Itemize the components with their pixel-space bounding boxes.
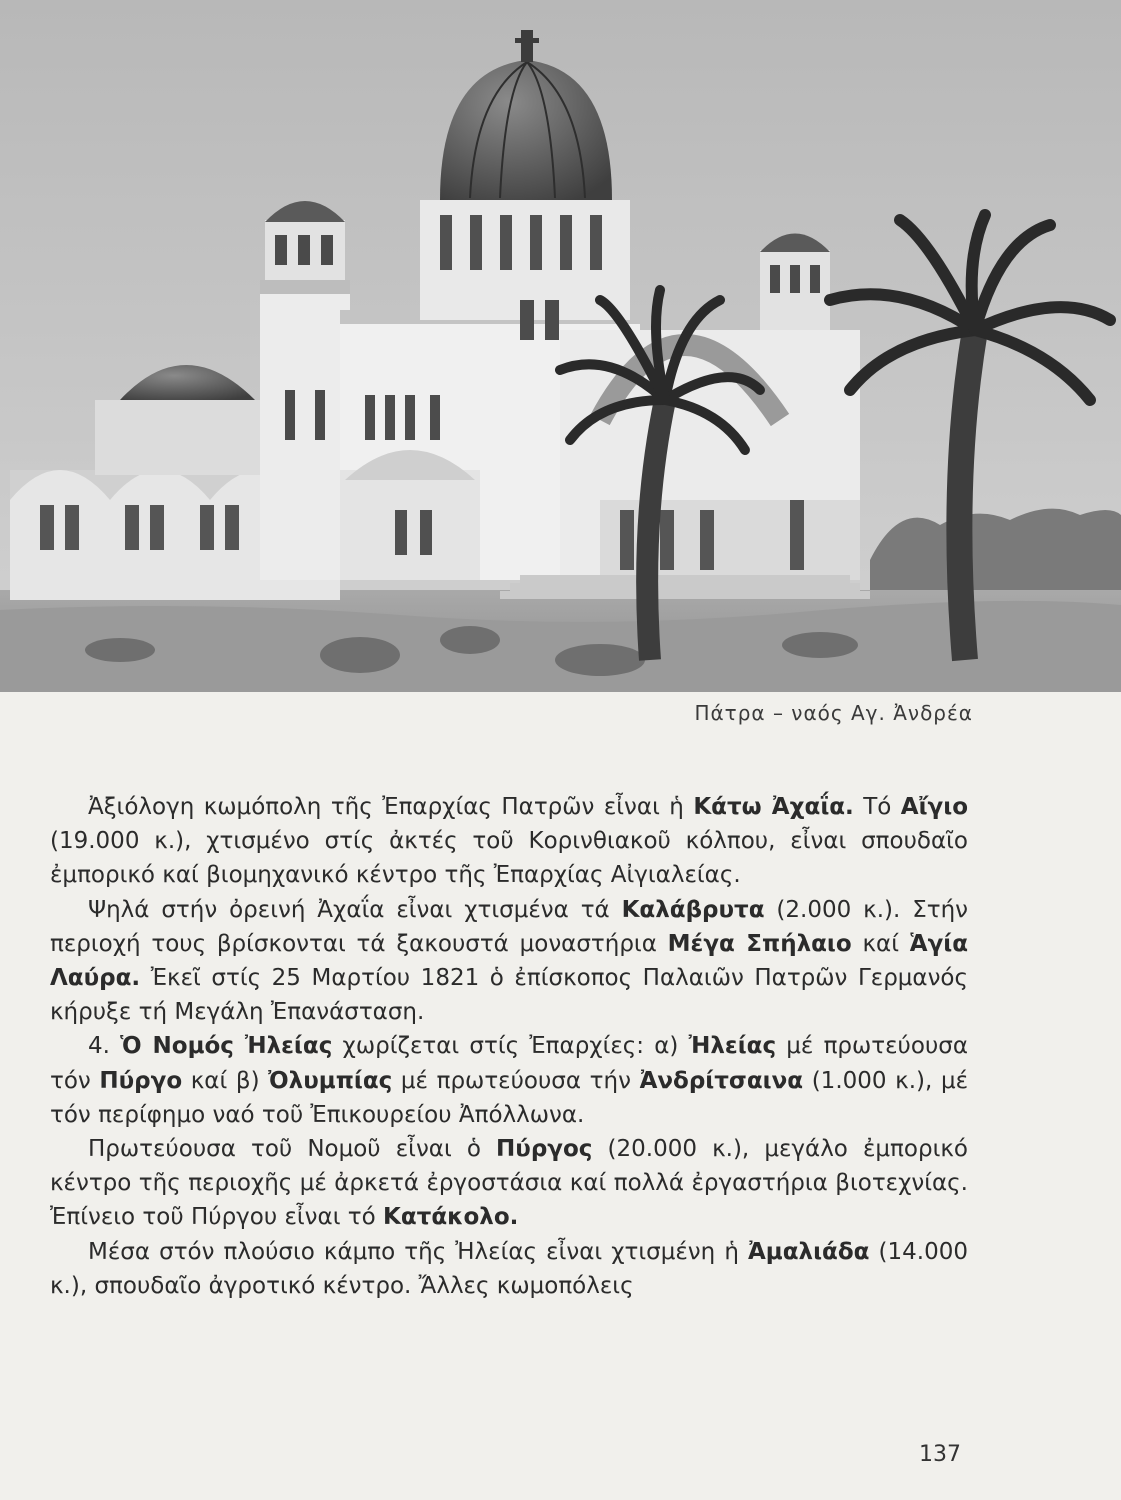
bold-term: Κάτω Ἀχαΐα. (693, 794, 854, 820)
cathedral-illustration (0, 0, 1121, 692)
body-text (50, 790, 968, 1303)
bold-term: Ὁ Νομός Ἠλείας (120, 1033, 333, 1060)
page-number: 137 (919, 1442, 961, 1467)
paragraph (50, 1132, 968, 1235)
bold-term: Πύργος (496, 1136, 593, 1163)
bold-term: Ἀμαλιάδα (748, 1238, 870, 1265)
text-run: Ἀξιόλογη κωμόπολη τῆς Ἐπαρχίας Πατρῶν εἶναι ἡ (88, 794, 694, 820)
text-run: καί β) (182, 1067, 269, 1094)
paragraph (50, 893, 968, 1030)
bold-term: Ὀλυμπίας (268, 1067, 393, 1094)
bold-term: Ἀνδρίτσαινα (639, 1067, 804, 1094)
text-run: (14.000 κ.), σπουδαῖο ἀγροτικό κέντρο. Ἄλλες κωμοπόλεις (50, 1238, 969, 1299)
paragraph (50, 1029, 968, 1132)
cathedral-photo (0, 0, 1121, 692)
text-run: μέ πρωτεύουσα τόν (50, 1033, 968, 1094)
text-run: (19.000 κ.), χτισμένο στίς ἀκτές τοῦ Κορινθιακοῦ κόλπου, εἶναι σπουδαῖο ἐμπορικό καί βιομηχανικό κέντρο τῆς Ἐπαρχίας Αἰγιαλείας. (50, 828, 968, 889)
text-run: Ἐκεῖ στίς 25 Μαρτίου 1821 ὁ ἐπίσκοπος Παλαιῶν Πατρῶν Γερμανός κήρυξε τή Μεγάλη Ἐπανάσταση. (50, 965, 968, 1026)
text-run: χωρίζεται στίς Ἐπαρχίες: α) (332, 1033, 689, 1060)
text-run: Πρωτεύουσα τοῦ Νομοῦ εἶναι ὁ (88, 1136, 497, 1163)
text-run: Ψηλά στήν ὀρεινή Ἀχαΐα εἶναι χτισμένα τά (88, 896, 622, 923)
paragraph (50, 1235, 968, 1303)
text-run: Μέσα στόν πλούσιο κάμπο τῆς Ἠλείας εἶναι χτισμένη ἡ (88, 1238, 748, 1265)
text-run: (1.000 κ.), μέ τόν περίφημο ναό τοῦ Ἐπικουρείου Ἀπόλλωνα. (50, 1067, 969, 1128)
text-run: (2.000 κ.). Στήν περιοχή τους βρίσκονται τά ξακουστά μοναστήρια (50, 896, 968, 957)
bold-term: Καλάβρυτα (621, 896, 765, 923)
photo-caption: Πάτρα – ναός Αγ. Ἀνδρέα (694, 701, 973, 725)
bold-term: Αἴγιο (900, 794, 968, 820)
text-run: Τό (853, 794, 901, 820)
text-run: 4. (88, 1033, 121, 1060)
bold-term: Πύργο (99, 1067, 183, 1094)
text-run: (20.000 κ.), μεγάλο ἐμπορικό κέντρο τῆς περιοχῆς μέ ἀρκετά ἐργοστάσια καί πολλά ἐργαστήρια βιοτεχνίας. Ἐπίνειο τοῦ Πύργου εἶναι τό (50, 1136, 968, 1231)
bold-term: Ἠλείας (688, 1033, 777, 1060)
text-run: μέ πρωτεύουσα τήν (392, 1067, 640, 1094)
paragraph (50, 790, 968, 893)
bold-term: Μέγα Σπήλαιο (667, 930, 852, 957)
bold-term: Ἁγία Λαύρα. (50, 930, 968, 992)
text-run: καί (851, 930, 910, 957)
bold-term: Κατάκολο. (383, 1204, 519, 1231)
